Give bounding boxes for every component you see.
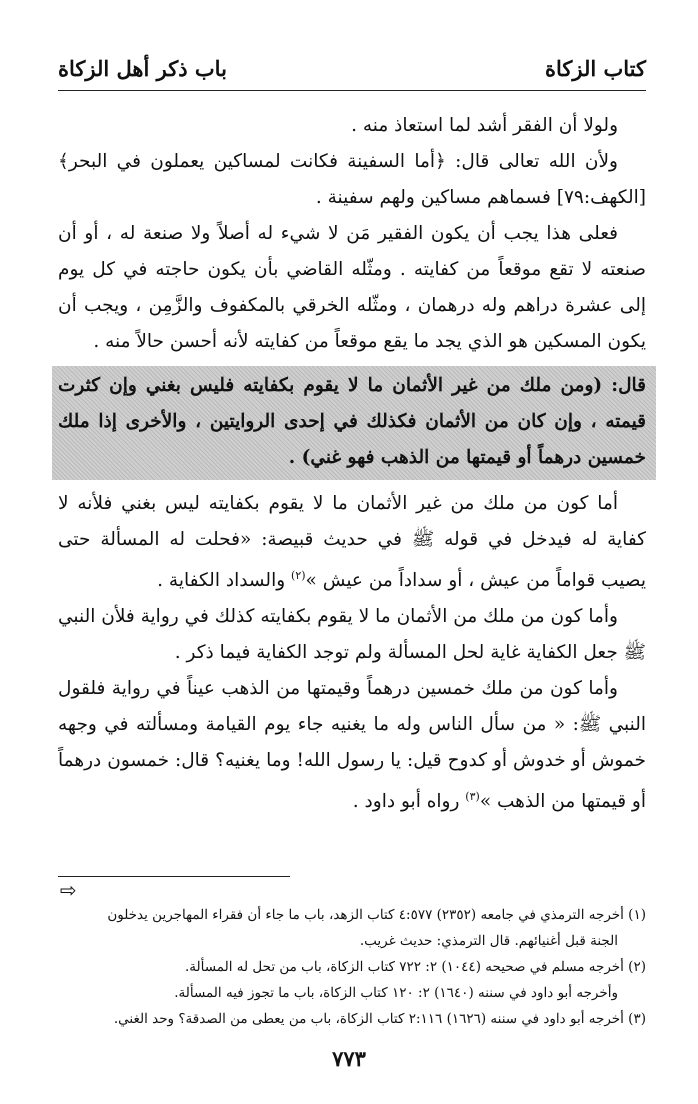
paragraph-tail: رواه أبو داود . <box>352 791 466 813</box>
paragraph-text: وأما كون من ملك من الأثمان ما لا يقوم بكفايته كذلك في رواية فلأن النبي ﷺ جعل الكفاية غاية لحل المسألة ولم توجد الكفاية فيما ذكر . <box>58 606 646 664</box>
header-divider <box>58 90 646 91</box>
footnote-continuation: وأخرجه أبو داود في سننه (١٦٤٠) ٢: ١٢٠ كتاب الزكاة، باب ما تجوز فيه المسألة. <box>174 985 618 1001</box>
paragraph-text: وأما كون من ملك خمسين درهماً وقيمتها من الذهب عيناً في رواية فلقول النبي ﷺ: « من سأل الناس وله ما يغنيه جاء يوم القيامة ومسألته في وجهه خموش أو خدوش أو كدوح قيل: يا رسول الله! وما يغنيه؟ قال: خمسون درهماً أو قيمتها من الذهب » <box>58 678 646 813</box>
continue-arrow-icon: ⇨ <box>60 878 77 902</box>
paragraph-tail: والسداد الكفاية . <box>157 570 292 592</box>
paragraph-text: أما كون من ملك من غير الأثمان ما لا يقوم بكفايته ليس بغني فلأنه لا كفاية له فيدخل في قوله ﷺ في حديث قبيصة: «فحلت له المسألة حتى يصيب قواماً من عيش ، أو سداداً من عيش » <box>58 493 646 592</box>
footnote-continuation: الجنة قبل أغنيائهم. قال الترمذي: حديث غريب. <box>359 933 618 949</box>
highlighted-matn: قال: (ومن ملك من غير الأثمان ما لا يقوم بكفايته فليس بغني وإن كثرت قيمته ، وإن كان من الأثمان فكذلك في إحدى الروايتين ، والأخرى إذا ملك خمسين درهماً أو قيمتها من الذهب فهو غني) . <box>52 366 656 480</box>
paragraph: ولأن الله تعالى قال: ﴿أما السفينة فكانت لمساكين يعملون في البحر﴾[الكهف:٧٩] فسماهم مساكين ولهم سفينة . <box>58 151 646 208</box>
footnote: (٢) أخرجه مسلم في صحيحه (١٠٤٤) ٢: ٧٢٢ كتاب الزكاة، باب من تحل له المسألة. <box>184 959 646 975</box>
footnotes <box>58 902 646 1032</box>
page-number: ٧٧٣ <box>332 1046 366 1071</box>
footnote-ref: (٢) <box>291 569 306 582</box>
paragraph: ولولا أن الفقر أشد لما استعاذ منه . <box>351 115 618 136</box>
paragraph <box>58 486 646 599</box>
footnote: (٣) أخرجه أبو داود في سننه (١٦٢٦) ٢:١١٦ كتاب الزكاة، باب من يعطى من الصدقة؟ وحد الغني. <box>113 1011 646 1027</box>
running-header <box>58 48 646 88</box>
paragraph <box>58 671 646 820</box>
book-title: كتاب الزكاة <box>544 56 646 81</box>
paragraph: فعلى هذا يجب أن يكون الفقير مَن لا شيء له أصلاً ولا صنعة له ، أو أن صنعته لا تقع موقعاً من كفايته . ومثّله القاضي بأن يكون حاجته في كل يوم إلى عشرة دراهم وله درهمان ، ومثّله الخرقي بالمكفوف والزَّمِن ، ويجب أن يكون المسكين هو الذي يجد ما يقع موقعاً من كفايته لأنه أحسن حالاً منه . <box>58 223 646 352</box>
main-text <box>58 108 646 820</box>
footnote-ref: (٣) <box>465 790 480 804</box>
paragraph <box>58 599 646 671</box>
footnote: (١) أخرجه الترمذي في جامعه (٢٣٥٢) ٤:٥٧٧ كتاب الزهد، باب ما جاء أن فقراء المهاجرين يدخلون <box>107 907 646 923</box>
footnote-divider <box>58 876 290 877</box>
chapter-title: باب ذكر أهل الزكاة <box>58 56 227 81</box>
